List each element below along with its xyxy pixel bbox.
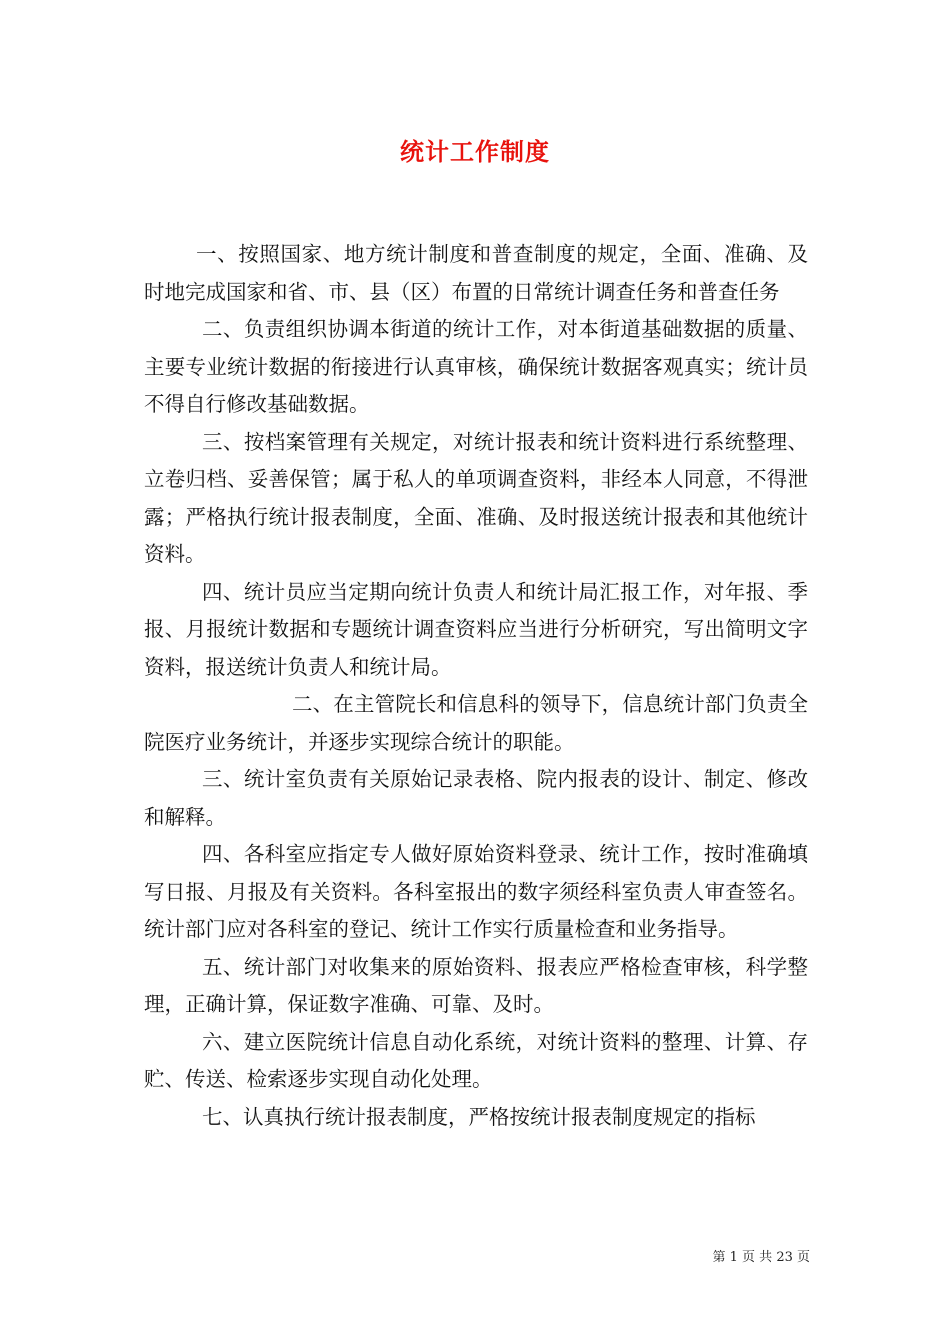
page-number-footer: 第 1 页 共 23 页 xyxy=(712,1250,810,1265)
paragraph-7: 四、各科室应指定专人做好原始资料登录、统计工作，按时准确填写日报、月报及有关资料。各科室报出的数字须经科室负责人审查签名。统计部门应对各科室的登记、统计工作实行质量检查和业务指导。 xyxy=(144,842,808,941)
paragraph-4: 四、统计员应当定期向统计负责人和统计局汇报工作，对年报、季报、月报统计数据和专题统计调查资料应当进行分析研究，写出简明文字资料，报送统计负责人和统计局。 xyxy=(144,579,808,679)
paragraph-2: 二、负责组织协调本街道的统计工作，对本街道基础数据的质量、主要专业统计数据的衔接进行认真审核，确保统计数据客观真实；统计员不得自行修改基础数据。 xyxy=(144,317,808,416)
paragraph-5: 二、在主管院长和信息科的领导下，信息统计部门负责全院医疗业务统计，并逐步实现综合统计的职能。 xyxy=(144,692,808,754)
paragraph-1: 一、按照国家、地方统计制度和普查制度的规定，全面、准确、及时地完成国家和省、市、县（区）布置的日常统计调查任务和普查任务 xyxy=(144,242,808,304)
paragraph-3: 三、按档案管理有关规定，对统计报表和统计资料进行系统整理、立卷归档、妥善保管；属于私人的单项调查资料，非经本人同意，不得泄露；严格执行统计报表制度，全面、准确、及时报送统计报表和其他统计资料。 xyxy=(144,429,808,566)
paragraph-9: 六、建立医院统计信息自动化系统，对统计资料的整理、计算、存贮、传送、检索逐步实现自动化处理。 xyxy=(144,1029,808,1091)
paragraph-6: 三、统计室负责有关原始记录表格、院内报表的设计、制定、修改和解释。 xyxy=(144,767,808,829)
document-body xyxy=(144,236,808,1136)
paragraph-8: 五、统计部门对收集来的原始资料、报表应严格检查审核，科学整理，正确计算，保证数字准确、可靠、及时。 xyxy=(144,954,808,1016)
page-title: 统计工作制度 xyxy=(400,137,550,166)
paragraph-10: 七、认真执行统计报表制度，严格按统计报表制度规定的指标 xyxy=(202,1104,756,1129)
